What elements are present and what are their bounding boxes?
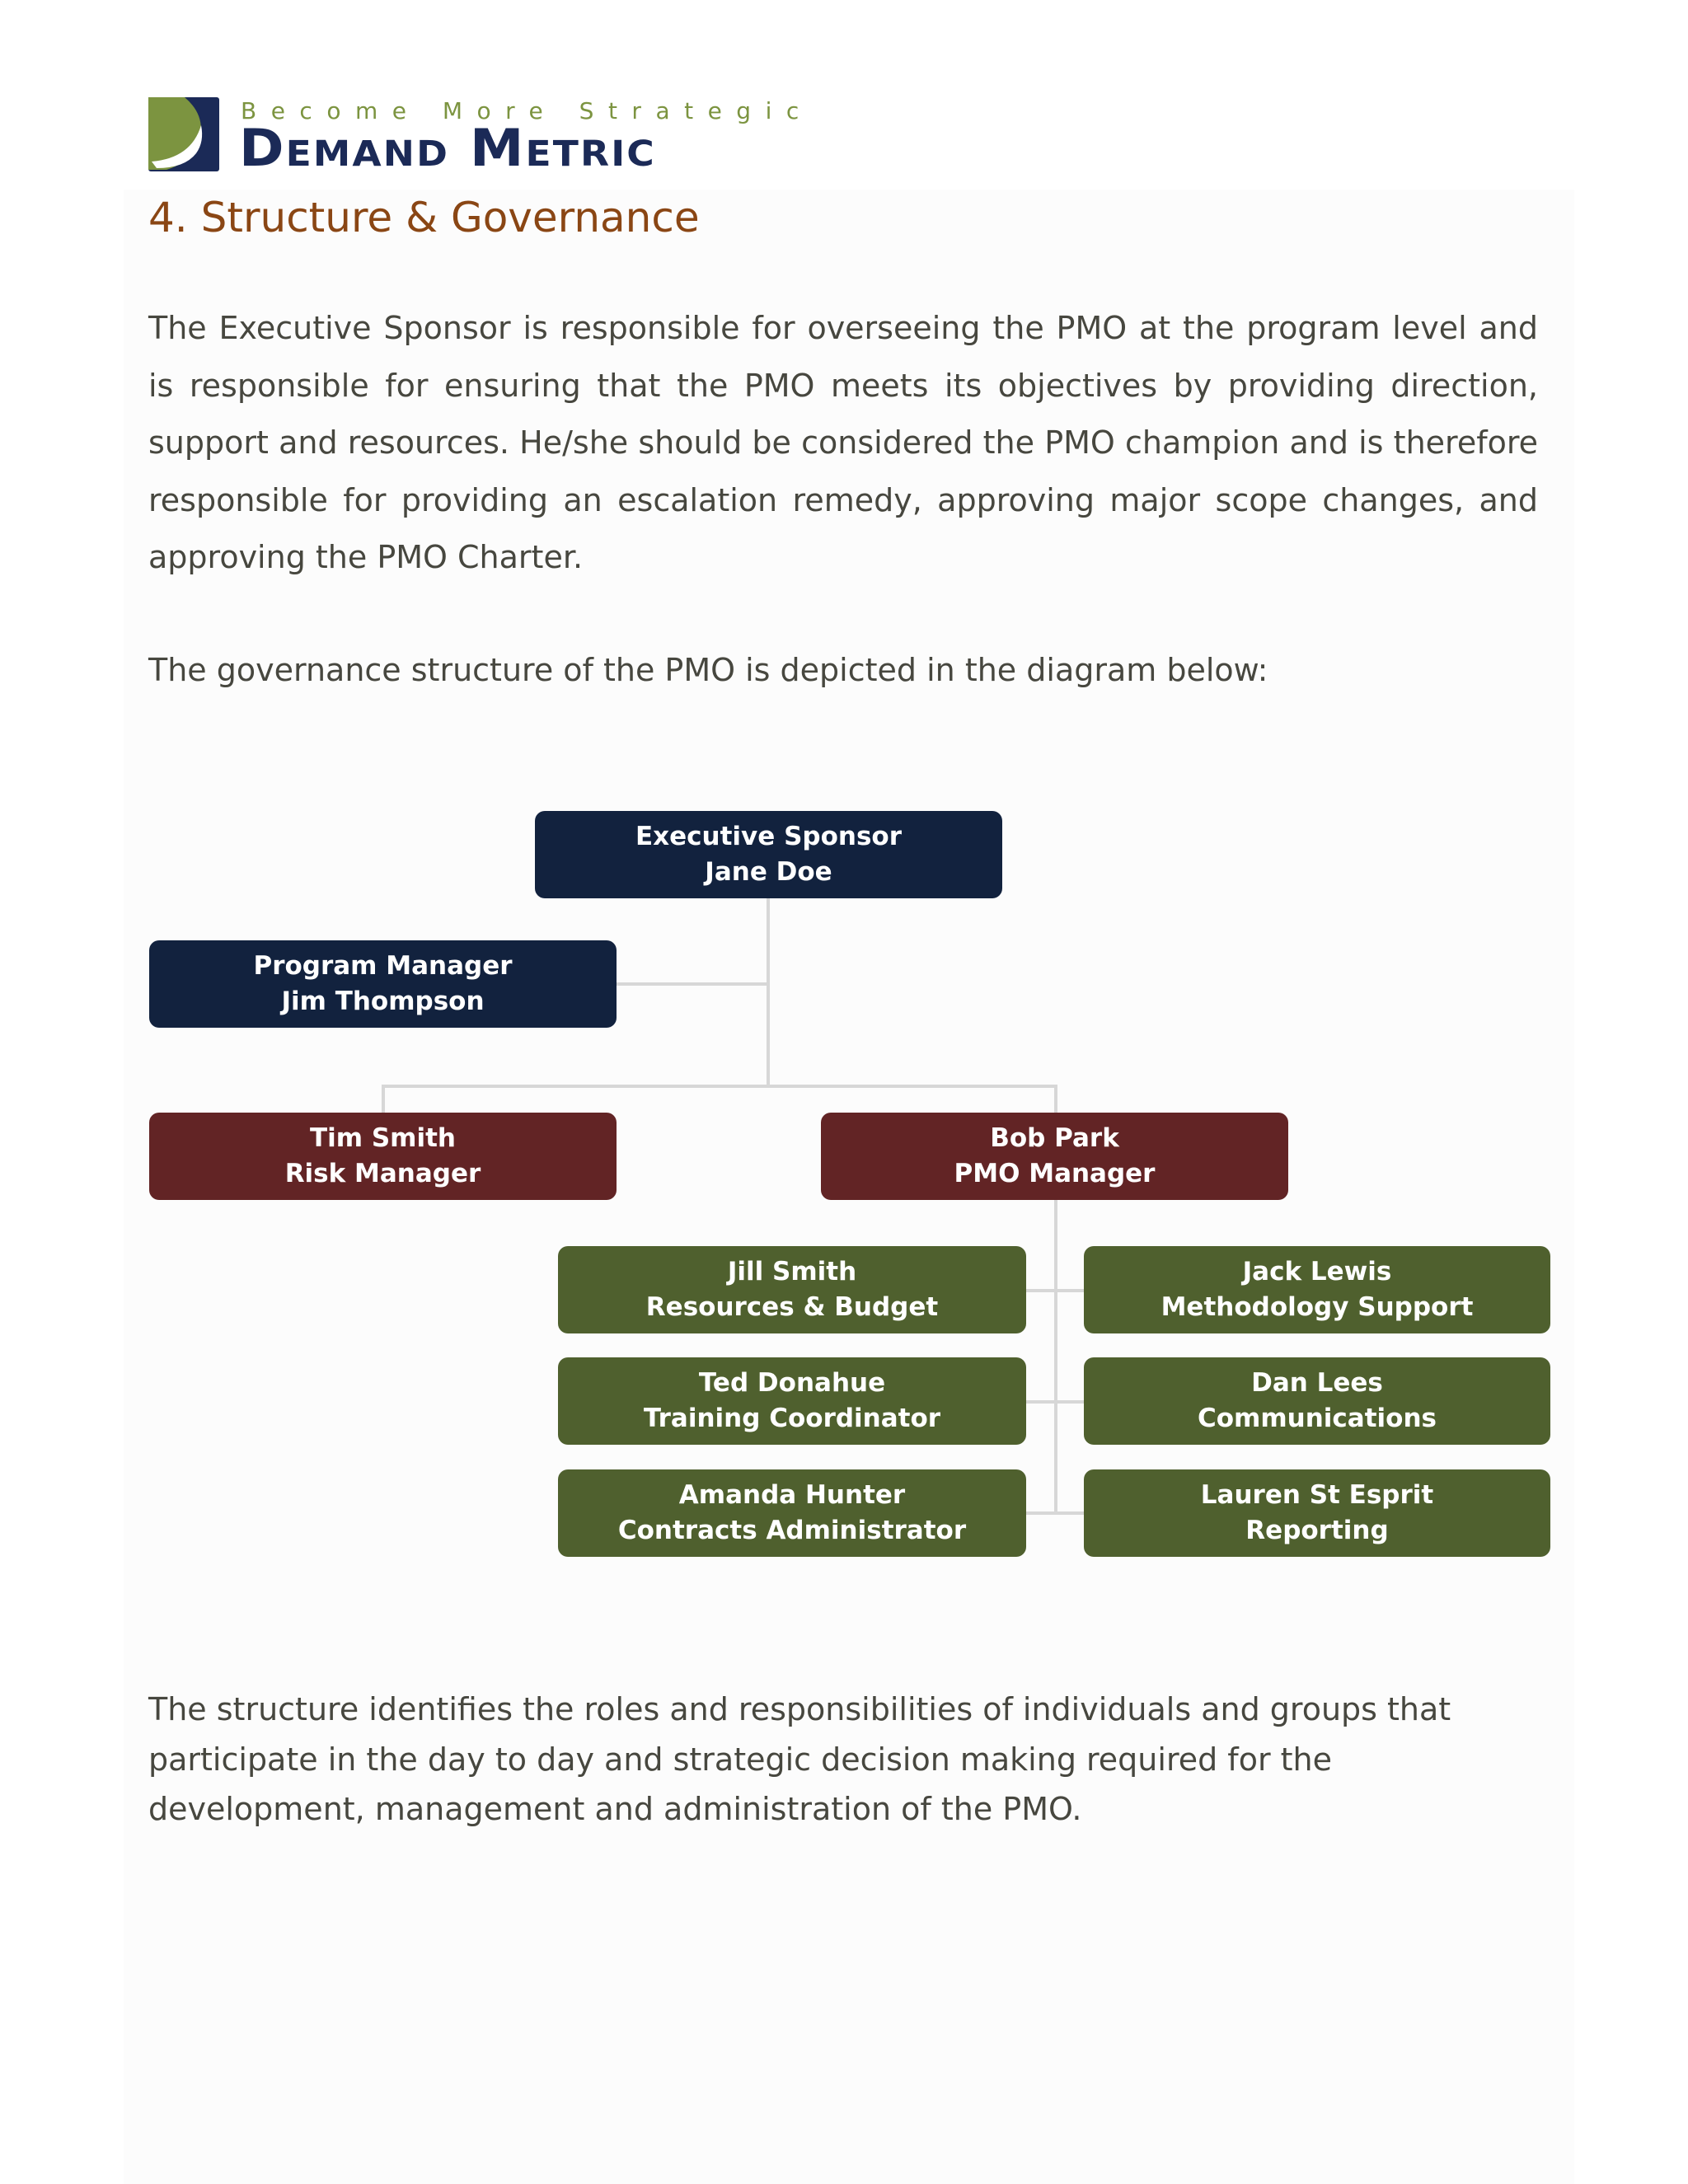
executive-sponsor-box[interactable] — [535, 811, 1002, 898]
closing-paragraph: The structure identifies the roles and responsibilities of individuals and groups that participate in the day to day and strategic decision making required for the development, management and administration of the PMO. — [148, 1691, 1451, 1827]
team-member-box[interactable] — [558, 1357, 1026, 1445]
org-box-title: Jill Smith — [727, 1257, 857, 1286]
org-box-title: Executive Sponsor — [635, 822, 903, 851]
diagram-lead-paragraph: The governance structure of the PMO is depicted in the diagram below: — [148, 652, 1268, 688]
demand-metric-logo[interactable] — [148, 97, 814, 178]
org-box-subtitle: Jane Doe — [705, 857, 832, 887]
org-box-title: Tim Smith — [309, 1123, 456, 1153]
org-box-title: Ted Donahue — [698, 1368, 886, 1398]
program-manager-box[interactable] — [149, 940, 617, 1028]
org-box-title: Bob Park — [990, 1123, 1119, 1153]
logo-mark-icon — [148, 97, 219, 171]
org-box-title: Dan Lees — [1251, 1368, 1383, 1398]
intro-paragraph: The Executive Sponsor is responsible for overseeing the PMO at the program level and is responsible for ensuring that the PMO meets its objectives by providing direction, support and resources. He/she should be considered the PMO champion and is therefore responsible for providing an escalation remedy, approving major scope changes, and approving the PMO Charter. — [148, 310, 1538, 575]
team-member-box[interactable] — [1084, 1357, 1550, 1445]
team-member-box[interactable] — [1084, 1246, 1550, 1333]
logo-tagline: Become More Strategic — [241, 97, 814, 124]
risk-manager-box[interactable] — [149, 1113, 617, 1200]
org-box-title: Lauren St Esprit — [1200, 1480, 1434, 1510]
pmo-manager-box[interactable] — [821, 1113, 1288, 1200]
org-box-subtitle: Risk Manager — [284, 1159, 481, 1188]
team-member-box[interactable] — [1084, 1469, 1550, 1557]
org-box-subtitle: Contracts Administrator — [617, 1516, 967, 1545]
team-member-box[interactable] — [558, 1469, 1026, 1557]
org-box-title: Program Manager — [253, 951, 513, 981]
team-member-box[interactable] — [558, 1246, 1026, 1333]
logo-name: Demand Metric — [239, 118, 656, 178]
org-box-subtitle: Methodology Support — [1160, 1292, 1474, 1322]
org-box-subtitle: Communications — [1198, 1404, 1437, 1433]
org-box-title: Jack Lewis — [1242, 1257, 1392, 1286]
org-box-subtitle: Resources & Budget — [645, 1292, 939, 1322]
org-box-title: Amanda Hunter — [678, 1480, 906, 1510]
org-box-subtitle: Training Coordinator — [643, 1404, 941, 1433]
org-box-subtitle: PMO Manager — [954, 1159, 1156, 1188]
org-box-subtitle: Jim Thompson — [281, 987, 485, 1016]
org-box-subtitle: Reporting — [1245, 1516, 1389, 1545]
section-title: 4. Structure & Governance — [148, 194, 700, 241]
